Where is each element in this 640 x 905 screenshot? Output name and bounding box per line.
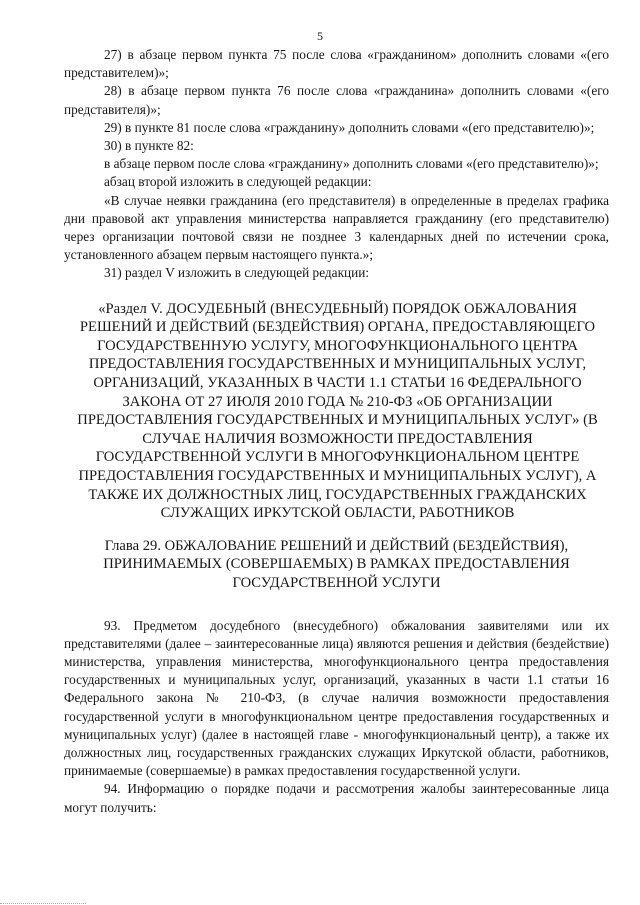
paragraph-item-30-abzac-2-intro: абзац второй изложить в следующей редакции: bbox=[104, 174, 372, 190]
paragraph-item-28: 28) в абзаце первом пункта 76 после слова «гражданина» дополнить словами «(его представителя)»; bbox=[64, 83, 609, 117]
paragraph-quoted-text: «В случае неявки гражданина (его представителя) в определенные в пределах графика дни правовой акт управления министерства направляется гражданину (его представителю) через организации почтовой связи не позднее 3 календарных дней по истечении срока, установленного абзацем первым настоящего пункта.»; bbox=[64, 192, 609, 263]
paragraph-item-30: 30) в пункте 82: bbox=[104, 138, 194, 154]
paragraph-item-30-abzac-1: в абзаце первом после слова «гражданину» дополнить словами «(его представителю)»; bbox=[104, 156, 599, 172]
document-body bbox=[64, 46, 609, 817]
section-heading: «Раздел V. ДОСУДЕБНЫЙ (ВНЕСУДЕБНЫЙ) ПОРЯДОК ОБЖАЛОВАНИЯ РЕШЕНИЙ И ДЕЙСТВИЙ (БЕЗДЕЙСТВИЯ) ОРГАНА, ПРЕДОСТАВЛЯЮЩЕГО ГОСУДАРСТВЕННУЮ УСЛУГУ, МНОГОФУНКЦИОНАЛЬНОГО ЦЕНТРА ПРЕДОСТАВЛЕНИЯ ГОСУДАРСТВЕННЫХ И МУНИЦИПАЛЬНЫХ УСЛУГ, ОРГАНИЗАЦИЙ, УКАЗАННЫХ В ЧАСТИ 1.1 СТАТЬИ 16 ФЕДЕРАЛЬНОГО ЗАКОНА ОТ 27 ИЮЛЯ 2010 ГОДА № 210-ФЗ «ОБ ОРГАНИЗАЦИИ ПРЕДОСТАВЛЕНИЯ ГОСУДАРСТВЕННЫХ И МУНИЦИПАЛЬНЫХ УСЛУГ» (В СЛУЧАЕ НАЛИЧИЯ ВОЗМОЖНОСТИ ПРЕДОСТАВЛЕНИЯ ГОСУДАРСТВЕННОЙ УСЛУГИ В МНОГОФУНКЦИОНАЛЬНОМ ЦЕНТРЕ ПРЕДОСТАВЛЕНИЯ ГОСУДАРСТВЕННЫХ И МУНИЦИПАЛЬНЫХ УСЛУГ), А ТАКЖЕ ИХ ДОЛЖНОСТНЫХ ЛИЦ, ГОСУДАРСТВЕННЫХ ГРАЖДАНСКИХ СЛУЖАЩИХ ИРКУТСКОЙ ОБЛАСТИ, РАБОТНИКОВ bbox=[77, 300, 598, 522]
paragraph-item-31: 31) раздел V изложить в следующей редакции: bbox=[104, 265, 370, 281]
paragraph-item-94: 94. Информацию о порядке подачи и рассмотрения жалобы заинтересованные лица могут получить: bbox=[64, 781, 609, 815]
paragraph-item-29: 29) в пункте 81 после слова «гражданину» дополнить словами «(его представителю)»; bbox=[104, 119, 595, 135]
paragraph-item-93: 93. Предметом досудебного (внесудебного) обжалования заявителями или их представителями (далее – заинтересованные лица) являются решения и действия (бездействие) министерства, управления министерства, многофункционального центра предоставления государственных и муниципальных услуг, организаций, указанных в части 1.1 статьи 16 Федерального закона № 210-ФЗ, (в случае наличия возможности предоставления государственной услуги в многофункциональном центре предоставления государственных и муниципальных услуг) (далее в настоящей главе - многофункциональный центр), а также их должностных лиц, государственных гражданских служащих Иркутской области, работников, принимаемые (совершаемые) в рамках предоставления государственной услуги. bbox=[64, 617, 609, 779]
paragraph-item-27: 27) в абзаце первом пункта 75 после слова «гражданином» дополнить словами «(его представителем)»; bbox=[64, 47, 609, 81]
page-number: 5 bbox=[317, 29, 323, 43]
chapter-heading: Глава 29. ОБЖАЛОВАНИЕ РЕШЕНИЙ И ДЕЙСТВИЙ (БЕЗДЕЙСТВИЯ), ПРИНИМАЕМЫХ (СОВЕРШАЕМЫХ) В РАМКАХ ПРЕДОСТАВЛЕНИЯ ГОСУДАРСТВЕННОЙ УСЛУГИ bbox=[103, 537, 570, 591]
